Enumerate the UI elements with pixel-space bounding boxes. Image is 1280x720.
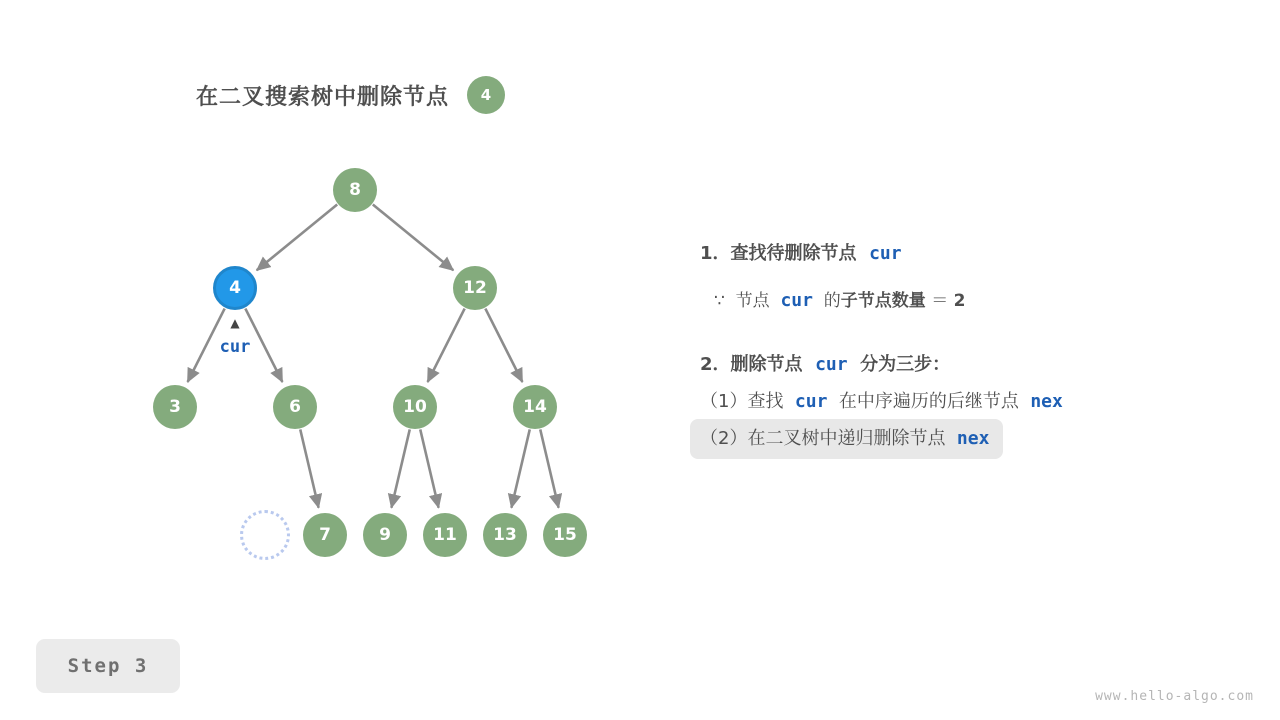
tree-node-3: 3: [153, 385, 197, 429]
cur-pointer-label: cur: [219, 337, 251, 357]
tree-node-11: 11: [423, 513, 467, 557]
line2-code-cur: cur: [780, 290, 813, 311]
tree-edge: [300, 429, 318, 507]
line2-because-symbol: ∵: [714, 291, 725, 311]
tree-node-empty: [240, 510, 290, 560]
line4-code-nex: nex: [1030, 390, 1063, 412]
line3-text-1: 删除节点: [730, 353, 803, 375]
line4-text-2: 在中序遍历的后继节点: [838, 390, 1019, 412]
line4-code-cur: cur: [794, 390, 828, 412]
cur-pointer-caret: ▲: [230, 316, 240, 330]
panel-line-5: [700, 419, 1260, 459]
line5-code-nex: nex: [956, 427, 990, 449]
tree-node-7: 7: [303, 513, 347, 557]
tree-edge: [245, 309, 282, 382]
line3-code-cur: cur: [815, 353, 848, 375]
tree-node-13: 13: [483, 513, 527, 557]
highlighted-step: [690, 419, 1003, 459]
line1-number: 1．: [700, 243, 731, 264]
tree-edge: [485, 309, 522, 382]
line4-index: （1）: [700, 390, 748, 412]
tree-edge: [540, 429, 558, 507]
tree-edge: [391, 429, 409, 507]
line3-text-2: 分为三步：: [860, 353, 951, 375]
binary-tree: [0, 0, 660, 620]
line2-bold-text: 子节点数量: [840, 291, 926, 311]
step-badge: Step 3: [36, 639, 180, 693]
tree-edge: [373, 205, 453, 271]
line3-number: 2．: [700, 353, 731, 375]
tree-edge: [428, 309, 465, 382]
watermark: www.hello-algo.com: [1095, 689, 1254, 704]
tree-edge: [257, 205, 337, 271]
title-badge: 4: [467, 76, 505, 114]
tree-node-9: 9: [363, 513, 407, 557]
tree-node-15: 15: [543, 513, 587, 557]
line2-value: 2: [953, 291, 966, 311]
tree-edge: [420, 429, 438, 507]
tree-node-4: 4: [213, 266, 257, 310]
line2-equals: ＝: [931, 291, 949, 311]
tree-node-14: 14: [513, 385, 557, 429]
line1-code-cur: cur: [869, 243, 902, 264]
line2-text-2: 的: [823, 291, 841, 311]
explanation-panel: [700, 240, 1260, 463]
tree-node-12: 12: [453, 266, 497, 310]
line4-text-1: 查找: [747, 390, 784, 412]
panel-line-2: [714, 287, 1260, 315]
tree-node-8: 8: [333, 168, 377, 212]
line1-text: 查找待删除节点: [730, 243, 857, 264]
tree-edge: [511, 429, 529, 507]
panel-line-3: [700, 351, 1260, 378]
tree-node-6: 6: [273, 385, 317, 429]
line5-index: （2）: [700, 427, 748, 449]
panel-line-4: [700, 388, 1260, 415]
panel-line-1: [700, 240, 1260, 267]
line5-text: 在二叉树中递归删除节点: [747, 427, 946, 449]
title-text: 在二叉搜索树中删除节点: [196, 84, 450, 110]
line2-text-1: 节点: [735, 291, 770, 311]
tree-node-10: 10: [393, 385, 437, 429]
